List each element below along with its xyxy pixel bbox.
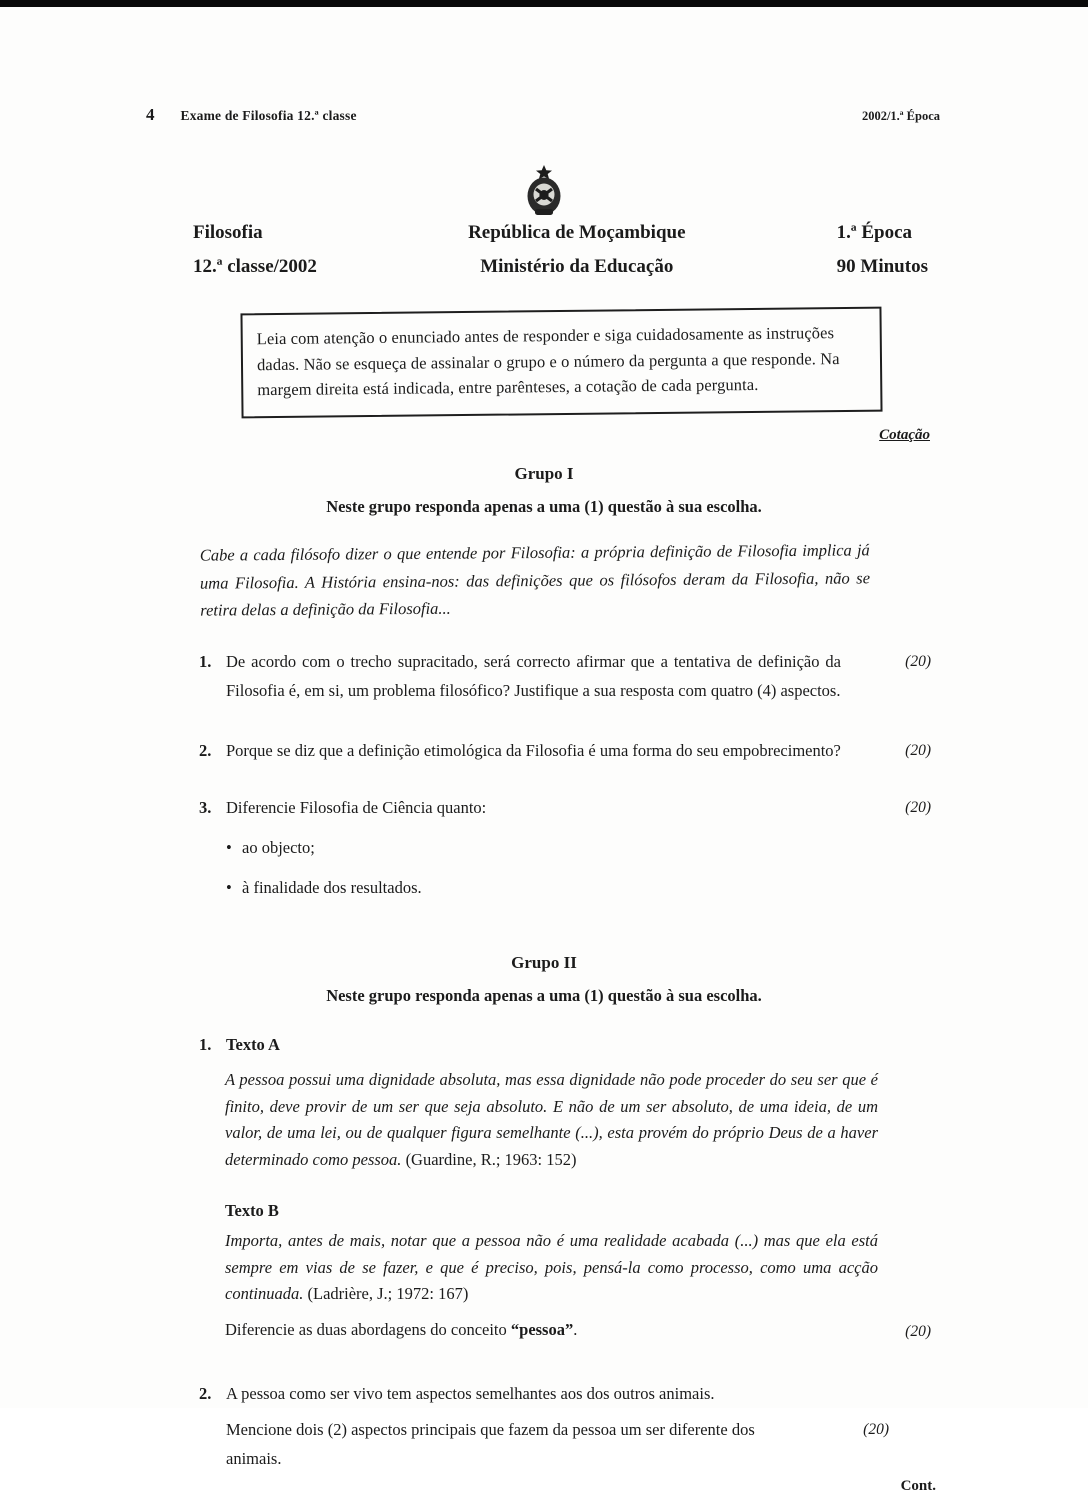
question-text: Diferencie Filosofia de Ciência quanto: (226, 798, 487, 818)
grupo2-title: Grupo II (511, 953, 577, 973)
instructions-box (240, 307, 882, 418)
question-text-container (226, 737, 883, 766)
grupo1-subtitle: Neste grupo responda apenas a uma (1) questão à sua escolha. (326, 496, 762, 516)
texto-a-label: Texto A (226, 1035, 280, 1055)
instructions-text: Leia com atenção o enunciado antes de responder e siga cuidadosamente as instruções dadas. Não se esqueça de assinalar o grupo e o número da pergunta a que responde. Na margem direita está indicada, entre parênteses, a cotação de cada pergunta. (256, 323, 840, 400)
task-prefix: Diferencie as duas abordagens do conceito (225, 1320, 511, 1339)
grupo2-q1-task (225, 1320, 931, 1343)
texto-b-citation: (Ladrière, J.; 1972: 167) (307, 1284, 469, 1304)
question-number: 1. (199, 1035, 212, 1055)
question-text-container (226, 1380, 931, 1474)
question-score: (20) (863, 1421, 889, 1439)
running-header (146, 105, 940, 125)
texto-b-label: Texto B (225, 1200, 279, 1220)
emblem-container (0, 165, 1088, 219)
ministry-name: Ministério da Educação (480, 256, 674, 277)
texto-a-quote-text: A pessoa possui uma dignidade absoluta, mas essa dignidade não pode proceder do seu ser que é finito, deve provir de um ser que seja absoluto. E não de um ser absoluto, de uma ideia, de um valor, de uma lei, ou de qualquer figura semelhante (...), esta provém do próprio Deus de a haver determinado como pessoa. (225, 1069, 878, 1170)
grupo1-epigraph-quote: Cabe a cada filósofo dizer o que entende por Filosofia: a própria definição de Filosofia implica já uma Filosofia. A História ensina-nos: das definições que os filósofos deram da Filosofia, não se retira delas a definição da Filosofia... (199, 540, 871, 620)
continuation-label: Cont. (900, 1477, 936, 1494)
subject-name: Filosofia (193, 222, 263, 243)
question-number: 2. (199, 740, 212, 760)
question-text: De acordo com o trecho supracitado, será correcto afirmar que a tentativa de definição da Filosofia é, em si, um problema filosófico? Justifique a sua resposta com quatro (4) aspectos. (226, 651, 841, 700)
masthead-subject (193, 223, 317, 276)
mozambique-coat-of-arms-icon (521, 165, 567, 219)
texto-b-quote-text: Importa, antes de mais, notar que a pessoa não é uma realidade acabada (...) mas que ela está sempre em vias de se fazer, e que é preciso, pois, pensá-la como processo, como uma acção continuada. (225, 1230, 878, 1304)
grupo2-question-2 (199, 1380, 931, 1474)
grupo1-question-1 (199, 648, 931, 706)
question-number: 3. (199, 798, 212, 818)
exam-session-header: 2002/1.ª Época (861, 109, 940, 123)
page-number: 4 (146, 105, 155, 124)
texto-a-citation: (Guardine, R.; 1963: 152) (405, 1150, 577, 1170)
question-text-container (226, 648, 883, 706)
question-score: (20) (905, 799, 931, 817)
duration-label: 90 Minutos (836, 256, 928, 277)
question-line1: A pessoa como ser vivo tem aspectos semelhantes aos dos outros animais. (226, 1384, 715, 1404)
exam-title-header: Exame de Filosofia 12.ª classe (180, 108, 357, 123)
country-name: República de Moçambique (468, 222, 686, 243)
epoca-label: 1.ª Época (836, 222, 913, 243)
masthead (193, 223, 928, 276)
question-line2: Mencione dois (2) aspectos principais que fazem da pessoa um ser diferente dos animais. (226, 1420, 755, 1468)
bullet-text: ao objecto; (242, 838, 315, 858)
question-number: 1. (199, 651, 212, 671)
grupo2-subtitle: Neste grupo responda apenas a uma (1) questão à sua escolha. (326, 986, 762, 1006)
bullet-item (226, 874, 841, 903)
task-suffix: . (573, 1320, 578, 1339)
grupo1-question-3 (199, 794, 931, 903)
texto-a-quote (225, 1067, 878, 1174)
question-score: (20) (905, 652, 931, 670)
bullet-text: à finalidade dos resultados. (242, 878, 422, 898)
question-score: (20) (905, 741, 931, 759)
bullet-icon: • (226, 878, 232, 898)
question-bullets (226, 834, 841, 903)
question-text: Porque se diz que a definição etimológica da Filosofia é uma forma do seu empobrecimento? (226, 740, 841, 760)
masthead-authority (468, 223, 685, 276)
texto-b-quote (225, 1228, 878, 1308)
question-number: 2. (199, 1384, 212, 1404)
grupo1-question-2 (199, 737, 931, 766)
question-text-container (226, 1031, 931, 1060)
question-score: (20) (905, 1323, 931, 1340)
class-year: 12.ª classe/2002 (193, 256, 317, 277)
task-term: “pessoa” (510, 1320, 574, 1339)
grupo2-question-1 (199, 1031, 931, 1060)
cotacao-column-label: Cotação (879, 426, 930, 443)
bullet-icon: • (226, 838, 232, 858)
task-text (225, 1320, 577, 1343)
running-header-left (146, 105, 357, 125)
grupo1-title: Grupo I (514, 463, 574, 483)
question-text-container (226, 794, 883, 903)
masthead-session (837, 223, 928, 276)
bullet-item (226, 834, 841, 863)
question-line2-row (226, 1416, 889, 1474)
scan-edge-bar (0, 0, 1088, 7)
